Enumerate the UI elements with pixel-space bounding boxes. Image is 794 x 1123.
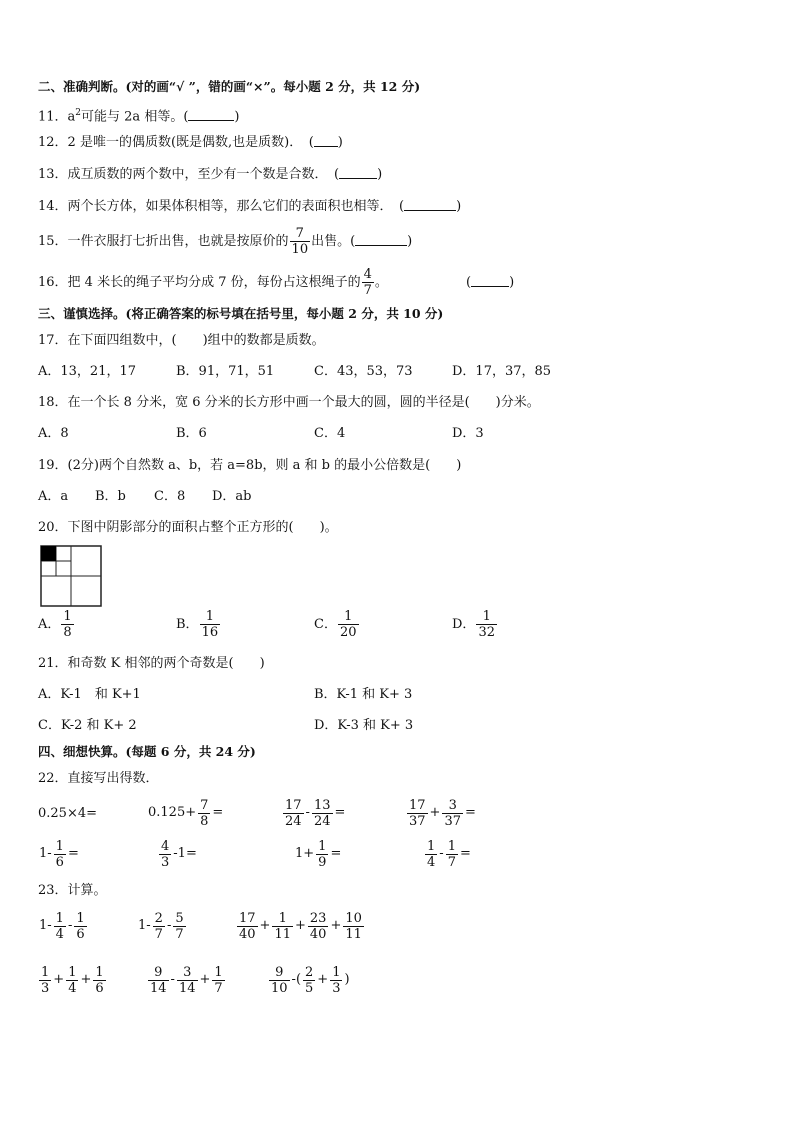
option-a[interactable]: A．8 bbox=[38, 426, 69, 441]
option-c[interactable]: C．4 bbox=[314, 426, 346, 441]
expression: $\frac{17}{40}$ + $\frac{1}{11}$ + $\frac{23}{40}$ + $\frac{10}{11}$ bbox=[239, 910, 362, 942]
question-19: 19．(2分)两个自然数 a、b，若 a=8b，则 a 和 b 的最小公倍数是( ) bbox=[38, 458, 462, 473]
expression: $\frac{1}{4}$ - $\frac{1}{7}$ = bbox=[427, 838, 471, 870]
option-c[interactable]: C．K-2 和 K+ 2 bbox=[38, 718, 137, 733]
section-3-heading: 三、谨慎选择。(将正确答案的标号填在括号里，每小题 2 分，共 10 分) bbox=[38, 306, 444, 321]
question-15: 15．一件衣服打七折出售，也就是按原价的 $\frac{7}{10}$ 出售。( ) bbox=[38, 226, 413, 257]
question-16-answer: ( ) bbox=[466, 275, 515, 290]
option-d[interactable]: D．3 bbox=[452, 426, 484, 441]
expression: 1- $\frac{2}{7}$ - $\frac{5}{7}$ bbox=[138, 910, 184, 942]
expression: $\frac{17}{37}$ + $\frac{3}{37}$ = bbox=[409, 797, 476, 829]
question-13: 13．成互质数的两个数中，至少有一个数是合数． ( ) bbox=[38, 167, 383, 182]
option-d[interactable]: D．17，37，85 bbox=[452, 364, 552, 379]
question-18: 18．在一个长 8 分米，宽 6 分米的长方形中画一个最大的圆，圆的半径是( )分米。 bbox=[38, 395, 540, 410]
question-12: 12．2 是唯一的偶质数(既是偶数,也是质数)． ( ) bbox=[38, 135, 343, 150]
expression: $\frac{9}{10}$ -( $\frac{2}{5}$ + $\frac{1}{3}$ ) bbox=[271, 964, 350, 996]
section-2-heading: 二、准确判断。(对的画“√ ”，错的画“×”。每小题 2 分，共 12 分) bbox=[38, 79, 421, 94]
expression: 1+ $\frac{1}{9}$ = bbox=[295, 838, 342, 870]
expression: 0.125+ $\frac{7}{8}$ = bbox=[148, 797, 224, 829]
expression: $\frac{9}{14}$ - $\frac{3}{14}$ + $\frac{1}{7}$ bbox=[150, 964, 223, 996]
option-a[interactable]: A．13，21，17 bbox=[38, 364, 137, 379]
shaded-cell bbox=[41, 546, 56, 561]
answer-blank[interactable] bbox=[314, 134, 338, 147]
option-a[interactable]: A． $\frac{1}{8}$ bbox=[38, 609, 72, 640]
option-d[interactable]: D．ab bbox=[212, 489, 252, 504]
option-b[interactable]: B．91，71，51 bbox=[176, 364, 275, 379]
question-21: 21．和奇数 K 相邻的两个奇数是( ) bbox=[38, 656, 265, 671]
question-23: 23．计算。 bbox=[38, 883, 107, 898]
question-16: 16．把 4 米长的绳子平均分成 7 份，每份占这根绳子的 $\frac{4}{7}$ 。 bbox=[38, 267, 388, 298]
expression: $\frac{1}{3}$ + $\frac{1}{4}$ + $\frac{1}{6}$ bbox=[41, 964, 104, 996]
question-14: 14．两个长方体，如果体积相等，那么它们的表面积也相等． ( ) bbox=[38, 199, 462, 214]
option-b[interactable]: B．K-1 和 K+ 3 bbox=[314, 687, 413, 702]
option-b[interactable]: B．6 bbox=[176, 426, 207, 441]
option-b[interactable]: B．b bbox=[95, 489, 126, 504]
fraction: $\frac{4}{7}$ bbox=[363, 267, 372, 298]
option-c[interactable]: C．43，53，73 bbox=[314, 364, 413, 379]
expression: 0.25×4= bbox=[38, 806, 98, 821]
option-c[interactable]: C．8 bbox=[154, 489, 186, 504]
answer-blank[interactable] bbox=[471, 274, 509, 287]
option-a[interactable]: A．a bbox=[38, 489, 69, 504]
question-17: 17．在下面四组数中，( )组中的数都是质数。 bbox=[38, 333, 325, 348]
question-22: 22．直接写出得数． bbox=[38, 771, 159, 786]
option-d[interactable]: D． $\frac{1}{32}$ bbox=[452, 609, 495, 640]
option-d[interactable]: D．K-3 和 K+ 3 bbox=[314, 718, 414, 733]
answer-blank[interactable] bbox=[404, 198, 456, 211]
section-4-heading: 四、细想快算。(每题 6 分，共 24 分) bbox=[38, 744, 256, 759]
expression: $\frac{4}{3}$ -1= bbox=[161, 838, 197, 870]
expression: 1- $\frac{1}{4}$ - $\frac{1}{6}$ bbox=[39, 910, 85, 942]
fraction: $\frac{7}{10}$ bbox=[291, 226, 309, 257]
expression: $\frac{17}{24}$ - $\frac{13}{24}$ = bbox=[285, 797, 346, 829]
answer-blank[interactable] bbox=[188, 108, 234, 121]
square-figure bbox=[40, 545, 102, 607]
expression: 1- $\frac{1}{6}$ = bbox=[39, 838, 79, 870]
question-11: 11．$a^2$可能与 2a 相等。( ) bbox=[38, 108, 240, 125]
option-c[interactable]: C． $\frac{1}{20}$ bbox=[314, 609, 357, 640]
answer-blank[interactable] bbox=[355, 233, 407, 246]
option-a[interactable]: A．K-1 和 K+1 bbox=[38, 687, 141, 702]
answer-blank[interactable] bbox=[339, 166, 377, 179]
question-20: 20．下图中阴影部分的面积占整个正方形的( )。 bbox=[38, 520, 338, 535]
option-b[interactable]: B． $\frac{1}{16}$ bbox=[176, 609, 219, 640]
